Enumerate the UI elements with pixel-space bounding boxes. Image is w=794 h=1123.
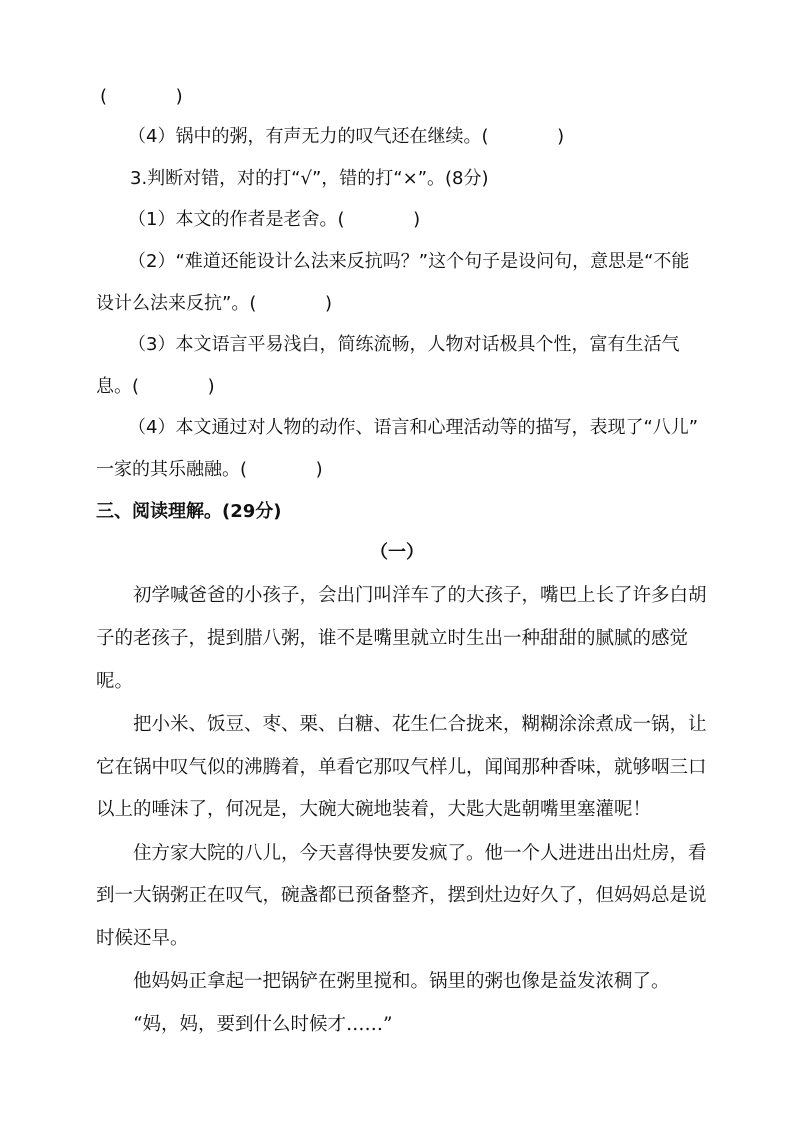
passage-paragraph-1-line-2: 子的老孩子，提到腊八粥，谁不是嘴里就立时生出一种甜甜的腻腻的感觉	[96, 628, 689, 649]
section-3-heading: 三、阅读理解。(29分)	[96, 501, 282, 522]
question-3-4-part1: （4）本文通过对人物的动作、语言和心理活动等的描写，表现了“八儿”	[128, 417, 699, 438]
passage-paragraph-3-line-1: 住方家大院的八儿，今天喜得快要发疯了。他一个人进进出出灶房，看	[133, 843, 707, 864]
passage-1-title: （一）	[370, 542, 424, 563]
passage-paragraph-2-line-2: 它在锅中叹气似的沸腾着，单看它那叹气样儿，闻闻那种香味，就够咽三口	[96, 757, 707, 778]
question-2-4: （4）锅中的粥，有声无力的叹气还在继续。( )	[128, 126, 565, 147]
question-3-heading: 3.判断对错，对的打“√”，错的打“×”。(8分)	[130, 168, 489, 189]
passage-paragraph-3-line-2: 到一大锅粥正在叹气，碗盏都已预备整齐，摆到灶边好久了，但妈妈总是说	[96, 885, 707, 906]
passage-paragraph-4: 他妈妈正拿起一把锅铲在粥里搅和。锅里的粥也像是益发浓稠了。	[133, 971, 670, 992]
question-3-3-part2: 息。( )	[96, 376, 215, 397]
question-3-2-part1: （2）“难道还能设计么法来反抗吗？”这个句子是设问句，意思是“不能	[128, 251, 690, 272]
question-3-2-part2: 设计么法来反抗”。( )	[96, 293, 333, 314]
passage-paragraph-1-line-3: 呢。	[96, 671, 134, 692]
answer-blank-line: ( )	[100, 86, 183, 107]
passage-dialogue-line: “妈，妈，要到什么时候才……”	[133, 1014, 393, 1035]
question-3-3-part1: （3）本文语言平易浅白，简练流畅，人物对话极具个性，富有生活气	[128, 334, 680, 355]
passage-paragraph-1-line-1: 初学喊爸爸的小孩子，会出门叫洋车了的大孩子，嘴巴上长了许多白胡	[133, 585, 707, 606]
question-3-1: （1）本文的作者是老舍。( )	[128, 209, 421, 230]
passage-paragraph-3-line-3: 时候还早。	[96, 928, 189, 949]
passage-paragraph-2-line-3: 以上的唾沫了，何况是，大碗大碗地装着，大匙大匙朝嘴里塞灌呢！	[96, 799, 652, 820]
question-3-4-part2: 一家的其乐融融。( )	[96, 459, 323, 480]
passage-paragraph-2-line-1: 把小米、饭豆、枣、栗、白糖、花生仁合拢来，糊糊涂涂煮成一锅，让	[133, 714, 707, 735]
